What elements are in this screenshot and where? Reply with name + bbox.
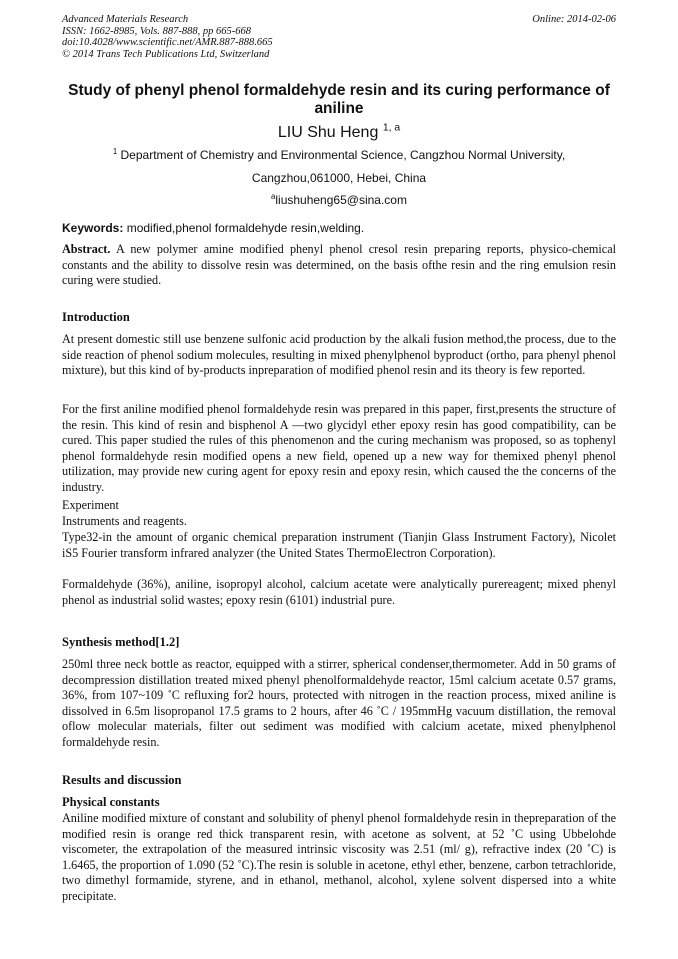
results-paragraph: Aniline modified mixture of constant and solubility of phenyl phenol formaldehyde resin in thepreparation of the modified resin is orange red thick transparent resin, with acetone as solvent, at 52 ˚C using Ubbelohde viscometer, the extrapolation of the measured intrinsic viscosity was 2.51 (ml/ g), refractive index (20 ˚C) is 1.6465, the proportion of 1.090 (52 ˚C).The resin is soluble in acetone, ethyl ether, benzene, carbon tetrachloride, two dimethyl formamide, styrene, and in ethanol, methanol, alcohol, xylene solvent dispersed into a white precipitate. (62, 811, 616, 903)
email-mark: a (271, 192, 276, 201)
keywords-text: modified,phenol formaldehyde resin,welding. (126, 221, 365, 235)
physical-constants-heading: Physical constants (62, 795, 160, 809)
experiment-subheading: Instruments and reagents. (62, 514, 187, 528)
affiliation-mark: 1 (112, 147, 118, 156)
journal-header (62, 14, 616, 60)
results-heading: Results and discussion (62, 773, 182, 787)
synthesis-heading: Synthesis method[1.2] (62, 635, 180, 649)
affiliation-text-1: Department of Chemistry and Environmental Science, Cangzhou Normal University, (120, 148, 566, 162)
affiliation-line-1 (62, 148, 616, 162)
keywords-label: Keywords: (62, 221, 124, 235)
email-address: liushuheng65@sina.com (275, 193, 407, 207)
author-marks: 1, a (382, 122, 401, 134)
introduction-heading: Introduction (62, 310, 130, 324)
copyright-line: © 2014 Trans Tech Publications Ltd, Switzerland (62, 48, 270, 60)
introduction-paragraph-1: At present domestic still use benzene sulfonic acid production by the alkali fusion method,the process, due to the side reaction of phenol sodium molecules, resulting in mixed phenylphenol byproduct (ortho, para phenyl phenol mixture), but this kind of by-products inpreparation of modified phenol resin and its theory is few reported. (62, 332, 616, 378)
abstract-label: Abstract. (62, 242, 111, 256)
experiment-paragraph-1: Type32-in the amount of organic chemical preparation instrument (Tianjin Glass Instrument Factory), Nicolet iS5 Fourier transform infrared analyzer (the United States ThermoElectron Corporation). (62, 530, 616, 560)
experiment-paragraph-2: Formaldehyde (36%), aniline, isopropyl alcohol, calcium acetate were analytically purereagent; mixed phenyl phenol as industrial solid wastes; epoxy resin (6101) industrial pure. (62, 577, 616, 607)
email-line (62, 193, 616, 207)
author-name: LIU Shu Heng (277, 124, 379, 141)
synthesis-paragraph: 250ml three neck bottle as reactor, equipped with a stirrer, spherical condenser,thermometer. Add in 50 grams of decompression distillation treated mixed phenyl phenolformaldehyde reactor, 15ml calcium acetate 0.57 grams, 36%, from 107~109 ˚C refluxing for2 hours, protected with nitrogen in the reaction process, mixed aniline is dissolved in 6.5m lisopropanol 17.5 grams to 2 hours, after 46 ˚C / 195mmHg vacuum distillation, the removal oflow molecular materials, filter out sediment was modified with calcium acetate, mixed phenylphenol formaldehyde resin. (62, 657, 616, 749)
abstract (62, 242, 616, 289)
affiliation-line-2: Cangzhou,061000, Hebei, China (251, 171, 427, 185)
author-line (62, 124, 616, 142)
journal-name: Advanced Materials Research (62, 14, 189, 25)
issn-line: ISSN: 1662-8985, Vols. 887-888, pp 665-668 (62, 25, 251, 37)
introduction-paragraph-2: For the first aniline modified phenol formaldehyde resin was prepared in this paper, first,presents the structure of the resin. This kind of resin and bisphenol A —two glycidyl ether epoxy resin has good compatibility, can be cured. This paper studied the rules of this phenomenon and the curing mechanism was proposed, so as tophenyl phenol formaldehyde resin modified opens a new field, opened up a new way for themixed phenyl phenol utilization, may provide new curing agent for epoxy resin and epoxy resin, which caused the the concerns of the industry. (62, 402, 616, 494)
online-date: Online: 2014-02-06 (532, 14, 616, 25)
keywords (62, 221, 616, 235)
paper-title: Study of phenyl phenol formaldehyde resin and its curing performance of aniline (68, 82, 610, 117)
experiment-heading: Experiment (62, 498, 119, 512)
doi-line: doi:10.4028/www.scientific.net/AMR.887-888.665 (62, 37, 273, 48)
abstract-text: A new polymer amine modified phenyl phenol cresol resin preparing reports, physico-chemical constants and the ability to dissolve resin was determined, on the basis ofthe resin and the ring emulsion resin curing were studied. (62, 242, 616, 288)
